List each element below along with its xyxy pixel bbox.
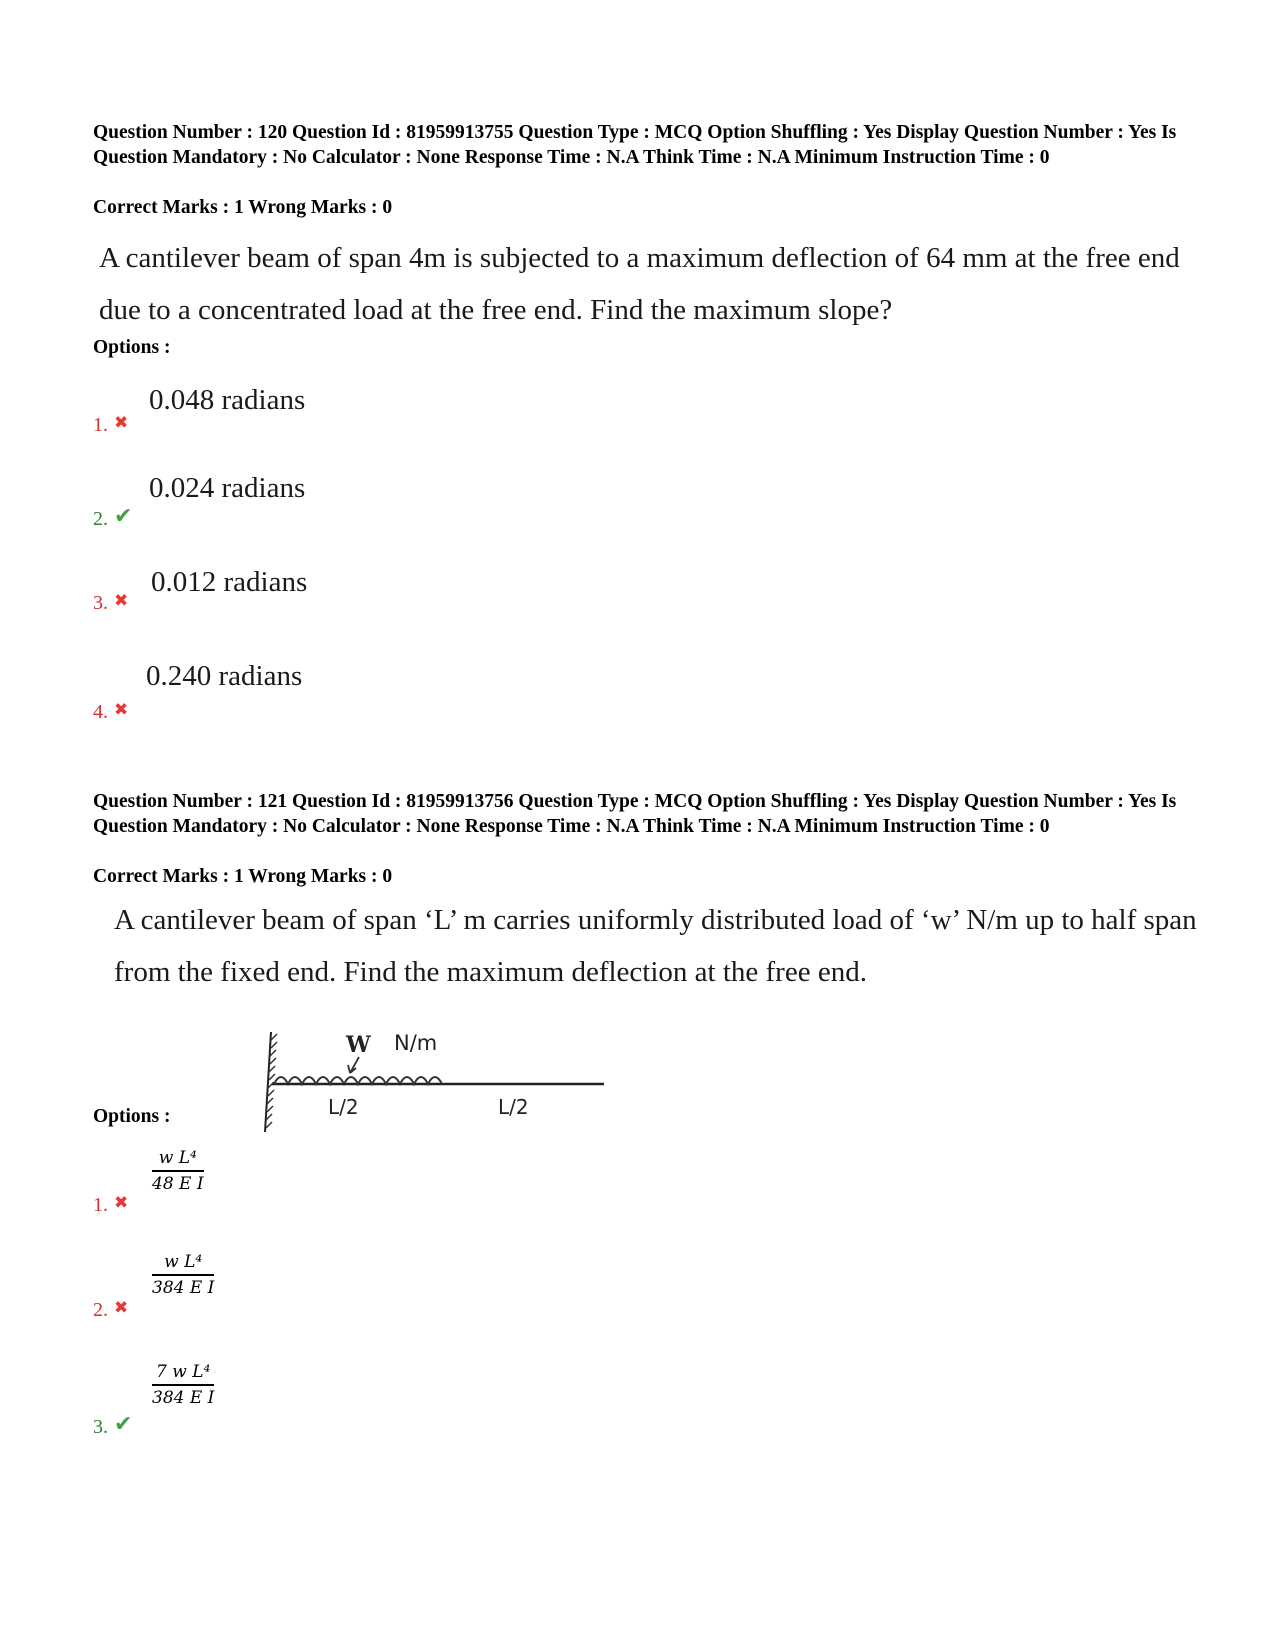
- question-121-marks: Correct Marks : 1 Wrong Marks : 0: [93, 866, 393, 887]
- formula-numerator: 7 w L⁴: [152, 1362, 214, 1386]
- q121-option-3-number: 3. ✔: [93, 1411, 133, 1438]
- cross-icon: ✖: [114, 413, 129, 432]
- load-label-w: W: [346, 1032, 371, 1058]
- check-icon: ✔: [114, 503, 133, 528]
- q120-option-1-number: 1. ✖: [93, 413, 129, 436]
- formula-denominator: 48 E I: [152, 1174, 204, 1194]
- q120-option-1-value: 0.048 radians: [149, 384, 306, 416]
- load-label-unit: N/m: [394, 1032, 438, 1055]
- question-120-meta: Question Number : 120 Question Id : 81959913755 Question Type : MCQ Option Shuffling : Yes Display Question Number : Yes Is Question Mandatory : No Calculator : None Response Time : N.A Think Time : N.A Minimum Instruction Time : 0: [93, 122, 1177, 168]
- q121-option-2-number: 2. ✖: [93, 1298, 129, 1321]
- question-121-options-label: Options :: [93, 1106, 171, 1127]
- q120-option-4-value: 0.240 radians: [146, 660, 303, 692]
- question-120-options-label: Options :: [93, 337, 171, 358]
- cross-icon: ✖: [114, 1298, 129, 1317]
- question-120-text: A cantilever beam of span 4m is subjected to a maximum deflection of 64 mm at the free end due to a concentrated load at the free end. Find the maximum slope?: [99, 242, 1180, 326]
- load-pointer-arrow: [348, 1057, 359, 1073]
- q120-option-4-number: 4. ✖: [93, 700, 129, 723]
- q120-option-2-value: 0.024 radians: [149, 472, 306, 504]
- cross-icon: ✖: [114, 591, 129, 610]
- cross-icon: ✖: [114, 700, 129, 719]
- cantilever-beam-diagram: [262, 1032, 622, 1152]
- q120-option-3-number: 3. ✖: [93, 591, 129, 614]
- question-120-marks: Correct Marks : 1 Wrong Marks : 0: [93, 197, 393, 218]
- q121-option-2-formula: [152, 1252, 214, 1298]
- question-121-meta: Question Number : 121 Question Id : 81959913756 Question Type : MCQ Option Shuffling : Yes Display Question Number : Yes Is Question Mandatory : No Calculator : None Response Time : N.A Think Time : N.A Minimum Instruction Time : 0: [93, 791, 1177, 837]
- q120-option-3-value: 0.012 radians: [151, 566, 308, 598]
- check-icon: ✔: [114, 1411, 133, 1436]
- q121-option-3-formula: [152, 1362, 214, 1408]
- span-label-left: L/2: [328, 1095, 359, 1119]
- cross-icon: ✖: [114, 1193, 129, 1212]
- span-label-right: L/2: [498, 1095, 529, 1119]
- formula-denominator: 384 E I: [152, 1388, 215, 1408]
- formula-denominator: 384 E I: [152, 1278, 215, 1298]
- formula-numerator: w L⁴: [152, 1252, 214, 1276]
- q121-option-1-number: 1. ✖: [93, 1193, 129, 1216]
- formula-numerator: w L⁴: [152, 1148, 204, 1172]
- q121-option-1-formula: [152, 1148, 204, 1194]
- q120-option-2-number: 2. ✔: [93, 503, 133, 530]
- question-121-text: A cantilever beam of span ‘L’ m carries uniformly distributed load of ‘w’ N/m up to half span from the fixed end. Find the maximum deflection at the free end.: [114, 904, 1197, 988]
